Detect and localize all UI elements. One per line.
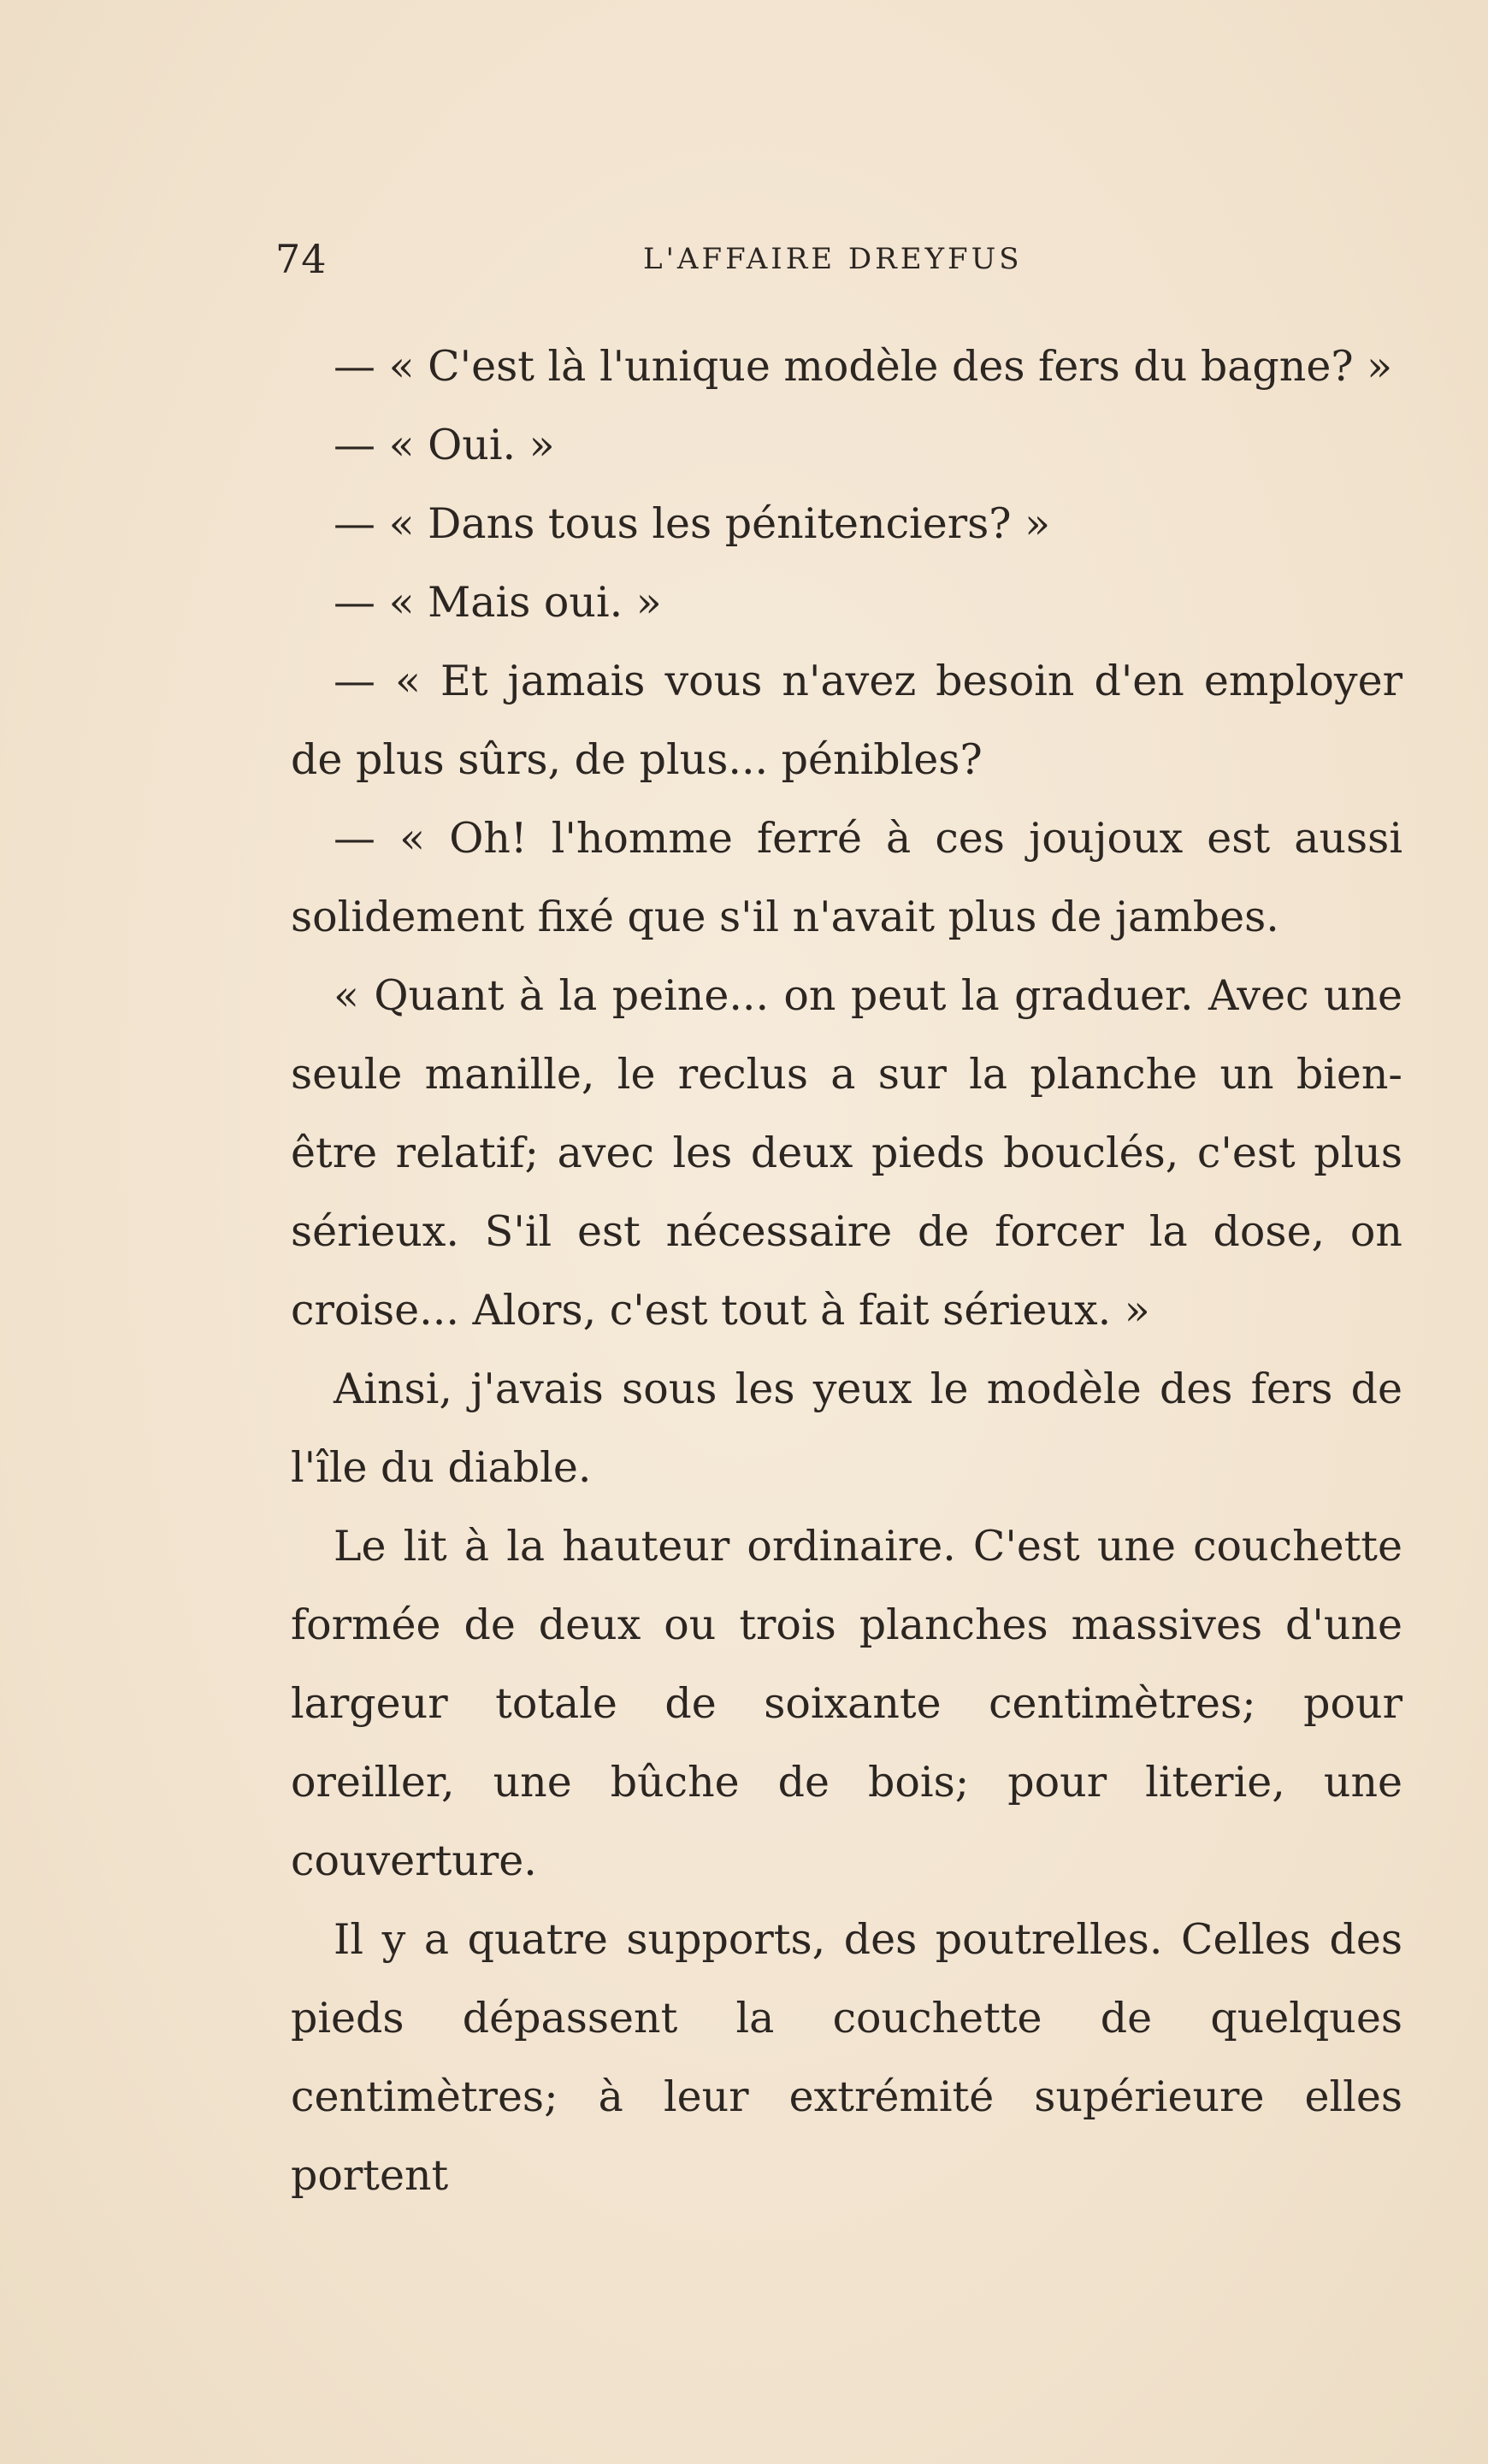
paragraph: Il y a quatre supports, des poutrelles. Celles des pieds dépassent la couchette de quelques centimètres; à leur extrémité supérieure elles portent (291, 1915, 1402, 2200)
paragraph: — « Et jamais vous n'avez besoin d'en employer de plus sûrs, de plus... pénibles? (291, 657, 1402, 784)
paragraph: — « Mais oui. » (334, 578, 662, 627)
page-body (291, 327, 1402, 2215)
running-title: L'AFFAIRE DREYFUS (643, 242, 1023, 276)
paragraph: — « Oh! l'homme ferré à ces joujoux est aussi solidement fixé que s'il n'avait plus de jambes. (291, 814, 1402, 941)
paragraph: « Quant à la peine... on peut la graduer. Avec une seule manille, le reclus a sur la planche un bien-être relatif; avec les deux pieds bouclés, c'est plus sérieux. S'il est nécessaire de forcer la dose, on croise... Alors, c'est tout à fait sérieux. » (291, 971, 1402, 1335)
paragraph: — « C'est là l'unique modèle des fers du bagne? » (334, 342, 1393, 391)
paragraph: Ainsi, j'avais sous les yeux le modèle des fers de l'île du diable. (291, 1365, 1402, 1492)
page-header (275, 229, 1401, 289)
paragraph: — « Oui. » (334, 421, 555, 469)
paragraph: — « Dans tous les pénitenciers? » (334, 499, 1051, 548)
page-number: 74 (275, 236, 328, 282)
paragraph: Le lit à la hauteur ordinaire. C'est une couchette formée de deux ou trois planches massives d'une largeur totale de soixante centimètres; pour oreiller, une bûche de bois; pour literie, une couverture. (291, 1522, 1402, 1885)
